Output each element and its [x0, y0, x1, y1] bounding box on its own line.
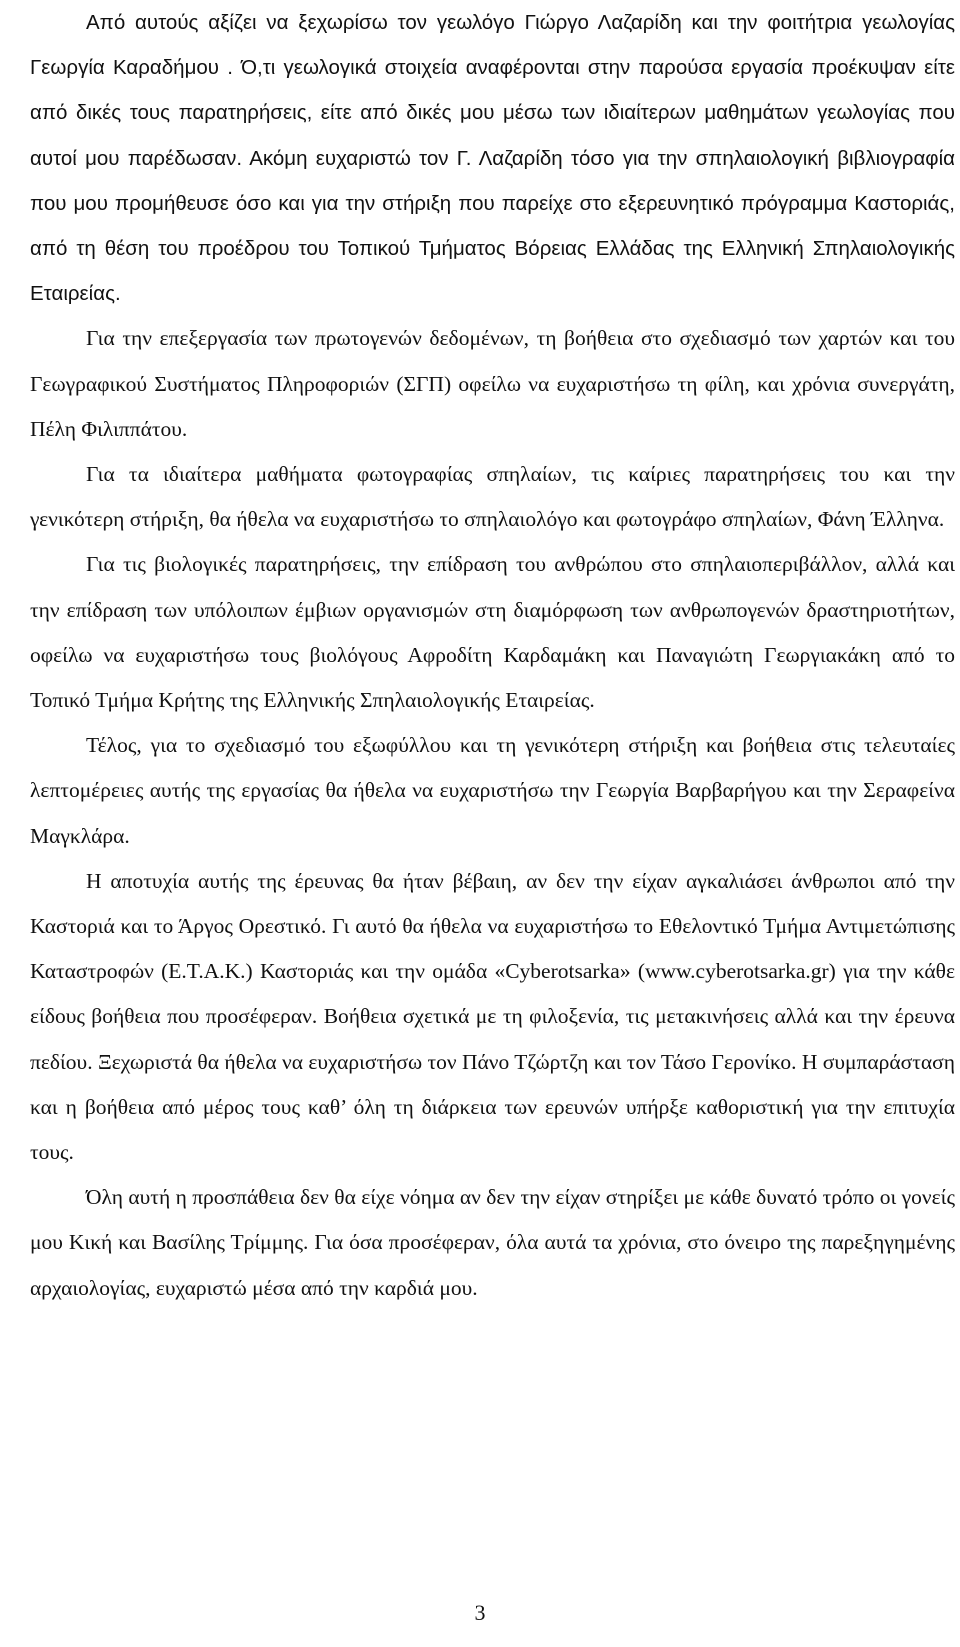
paragraph-acknowledgement-gis: Για την επεξεργασία των πρωτογενών δεδομένων, τη βοήθεια στο σχεδιασμό των χαρτών και του Γεωγραφικού Συστήματος Πληροφοριών (ΣΓΠ) οφείλω να ευχαριστήσω τη φίλη, και χρόνια συνεργάτη, Πέλη Φιλιππάτου.	[30, 326, 955, 441]
page-number: 3	[474, 1600, 486, 1625]
paragraph-acknowledgement-photography: Για τα ιδιαίτερα μαθήματα φωτογραφίας σπηλαίων, τις καίριες παρατηρήσεις του και την γενικότερη στήριξη, θα ήθελα να ευχαριστήσω το σπηλαιολόγο και φωτογράφο σπηλαίων, Φάνη Έλληνα.	[30, 462, 955, 532]
paragraph-acknowledgement-kastoria: Η αποτυχία αυτής της έρευνας θα ήταν βέβαιη, αν δεν την είχαν αγκαλιάσει άνθρωποι από την Καστοριά και το Άργος Ορεστικό. Γι αυτό θα ήθελα να ευχαριστήσω το Εθελοντικό Τμήμα Αντιμετώπισης Καταστροφών (Ε.Τ.Α.Κ.) Καστοριάς και την ομάδα «Cyberotsarka» (www.cyberotsarka.gr) για την κάθε είδους βοήθεια που προσέφεραν. Βοήθεια σχετικά με τη φιλοξενία, τις μετακινήσεις αλλά και την έρευνα πεδίου. Ξεχωριστά θα ήθελα να ευχαριστήσω τον Πάνο Τζώρτζη και τον Τάσο Γερονίκο. Η συμπαράσταση και η βοήθεια από μέρος τους καθ’ όλη τη διάρκεια των ερευνών υπήρξε καθοριστική για την επιτυχία τους.	[30, 868, 955, 1165]
document-page	[30, 0, 955, 1311]
paragraph-acknowledgement-biology: Για τις βιολογικές παρατηρήσεις, την επίδραση του ανθρώπου στο σπηλαιοπεριβάλλον, αλλά και την επίδραση των υπόλοιπων έμβιων οργανισμών στη διαμόρφωση των ανθρωπογενών δραστηριοτήτων, οφείλω να ευχαριστήσω τους βιολόγους Αφροδίτη Καρδαμάκη και Παναγιώτη Γεωργιακάκη από το Τοπικό Τμήμα Κρήτης της Ελληνικής Σπηλαιολογικής Εταιρείας.	[30, 552, 955, 713]
paragraph-acknowledgement-cover-design: Τέλος, για το σχεδιασμό του εξωφύλλου και τη γενικότερη στήριξη και βοήθεια στις τελευταίες λεπτομέρειες αυτής της εργασίας θα ήθελα να ευχαριστήσω την Γεωργία Βαρβαρήγου και την Σεραφείνα Μαγκλάρα.	[30, 733, 955, 848]
paragraph-acknowledgement-geology: Από αυτούς αξίζει να ξεχωρίσω τον γεωλόγο Γιώργο Λαζαρίδη και την φοιτήτρια γεωλογίας Γεωργία Καραδήμου . Ό,τι γεωλογικά στοιχεία αναφέρονται στην παρούσα εργασία προέκυψαν είτε από δικές τους παρατηρήσεις, είτε από δικές μου μέσω των ιδιαίτερων μαθημάτων γεωλογίας που αυτοί μου παρέδωσαν. Ακόμη ευχαριστώ τον Γ. Λαζαρίδη τόσο για την σπηλαιολογική βιβλιογραφία που μου προμήθευσε όσο και για την στήριξη που παρείχε στο εξερευνητικό πρόγραμμα Καστοριάς, από τη θέση του προέδρου του Τοπικού Τμήματος Βόρειας Ελλάδας της Ελληνική Σπηλαιολογικής Εταιρείας.	[30, 11, 955, 306]
paragraph-acknowledgement-parents: Όλη αυτή η προσπάθεια δεν θα είχε νόημα αν δεν την είχαν στηρίξει με κάθε δυνατό τρόπο οι γονείς μου Κική και Βασίλης Τρίμμης. Για όσα προσέφεραν, όλα αυτά τα χρόνια, στο όνειρο της παρεξηγημένης αρχαιολογίας, ευχαριστώ μέσα από την καρδιά μου.	[30, 1185, 955, 1300]
